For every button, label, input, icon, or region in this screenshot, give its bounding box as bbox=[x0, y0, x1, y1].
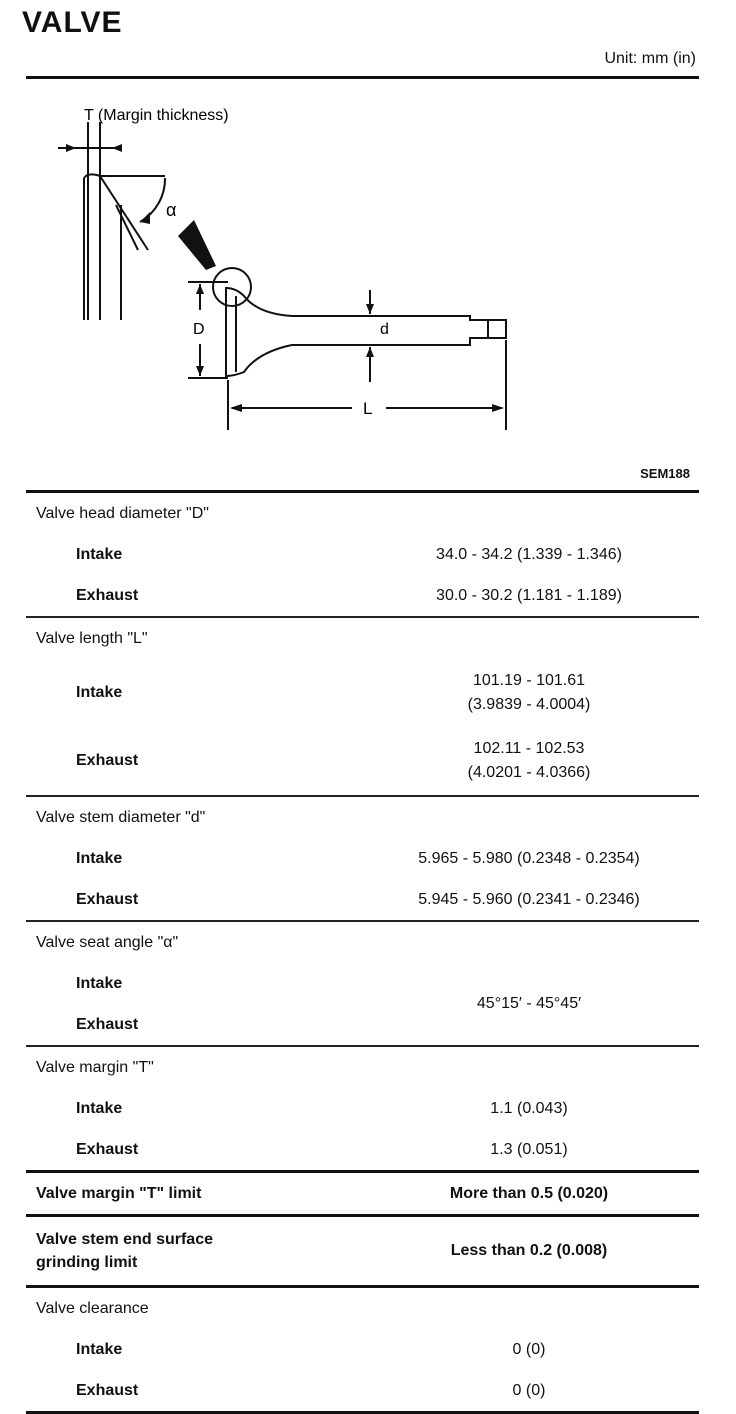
table-row bbox=[26, 1088, 699, 1129]
unit-label: Unit: mm (in) bbox=[604, 50, 696, 67]
table-row bbox=[26, 534, 699, 575]
seat-angle-label: Valve seat angle "α" bbox=[26, 921, 699, 963]
head-diameter-label: Valve head diameter "D" bbox=[36, 504, 209, 522]
head-diameter-intake-value: 34.0 - 34.2 (1.339 - 1.346) bbox=[436, 545, 622, 563]
exhaust-label: Exhaust bbox=[76, 586, 139, 604]
length-label: L bbox=[363, 399, 373, 418]
table-row bbox=[26, 1287, 699, 1330]
seat-angle-value: 45°15′ - 45°45′ bbox=[476, 995, 582, 1012]
table-row bbox=[26, 963, 699, 1004]
length-intake-value-mm: 101.19 - 101.61 bbox=[472, 672, 586, 689]
stem-diameter-intake-value: 5.965 - 5.980 (0.2348 - 0.2354) bbox=[418, 849, 640, 867]
length-exhaust-value bbox=[329, 727, 699, 796]
margin-intake-value: 1.1 (0.043) bbox=[490, 1099, 568, 1117]
stem-diameter-label: Valve stem diameter "d" bbox=[26, 796, 699, 838]
length-exhaust-value-mm: 102.11 - 102.53 bbox=[473, 740, 585, 757]
valve-spec-table bbox=[26, 493, 699, 1414]
table-row bbox=[26, 921, 699, 963]
margin-thickness-label: T (Margin thickness) bbox=[84, 107, 229, 124]
grinding-limit-label-line-2: grinding limit bbox=[36, 1253, 138, 1271]
stem-diameter-label: d bbox=[380, 321, 389, 338]
table-row bbox=[26, 493, 699, 534]
table-row bbox=[26, 1329, 699, 1370]
margin-limit-label: Valve margin "T" limit bbox=[26, 1172, 329, 1216]
intake-label: Intake bbox=[76, 849, 123, 867]
length-label: Valve length "L" bbox=[26, 617, 699, 659]
table-row bbox=[26, 796, 699, 838]
intake-label: Intake bbox=[76, 1099, 123, 1117]
exhaust-label: Exhaust bbox=[76, 1015, 139, 1033]
grinding-limit-value: Less than 0.2 (0.008) bbox=[329, 1216, 699, 1287]
table-row bbox=[26, 1216, 699, 1287]
clearance-label: Valve clearance bbox=[26, 1287, 699, 1330]
margin-exhaust-value: 1.3 (0.051) bbox=[490, 1140, 568, 1158]
head-diameter-label: D bbox=[193, 321, 205, 338]
exhaust-label: Exhaust bbox=[76, 752, 139, 769]
intake-label: Intake bbox=[76, 545, 123, 563]
grinding-limit-label-line-1: Valve stem end surface bbox=[36, 1230, 213, 1248]
table-row bbox=[26, 575, 699, 617]
margin-label: Valve margin "T" bbox=[26, 1046, 699, 1088]
length-intake-value bbox=[329, 659, 699, 727]
table-row bbox=[26, 1370, 699, 1413]
figure-code: SEM188 bbox=[640, 466, 690, 481]
exhaust-label: Exhaust bbox=[76, 1140, 139, 1158]
stem-diameter-exhaust-value: 5.945 - 5.960 (0.2341 - 0.2346) bbox=[418, 890, 640, 908]
grinding-limit-label bbox=[26, 1216, 329, 1287]
margin-limit-value: More than 0.5 (0.020) bbox=[329, 1172, 699, 1216]
clearance-intake-value: 0 (0) bbox=[512, 1340, 546, 1358]
intake-label: Intake bbox=[76, 684, 123, 701]
table-row bbox=[26, 727, 699, 796]
exhaust-label: Exhaust bbox=[76, 890, 139, 908]
page-title: VALVE bbox=[22, 6, 123, 39]
clearance-exhaust-value: 0 (0) bbox=[329, 1370, 699, 1413]
table-row bbox=[26, 617, 699, 659]
table-row bbox=[26, 1046, 699, 1088]
table-row bbox=[26, 879, 699, 921]
alpha-label: α bbox=[166, 200, 177, 220]
exhaust-label: Exhaust bbox=[26, 1370, 329, 1413]
table-row bbox=[26, 659, 699, 727]
intake-label: Intake bbox=[76, 1340, 123, 1358]
top-rule bbox=[26, 76, 699, 79]
valve-diagram bbox=[0, 82, 736, 492]
length-intake-value-in: (3.9839 - 4.0004) bbox=[467, 696, 591, 713]
head-diameter-exhaust-value: 30.0 - 30.2 (1.181 - 1.189) bbox=[436, 586, 622, 604]
table-row bbox=[26, 1129, 699, 1172]
intake-label: Intake bbox=[76, 974, 123, 992]
table-row bbox=[26, 1172, 699, 1216]
table-row bbox=[26, 838, 699, 879]
length-exhaust-value-in: (4.0201 - 4.0366) bbox=[467, 764, 591, 781]
